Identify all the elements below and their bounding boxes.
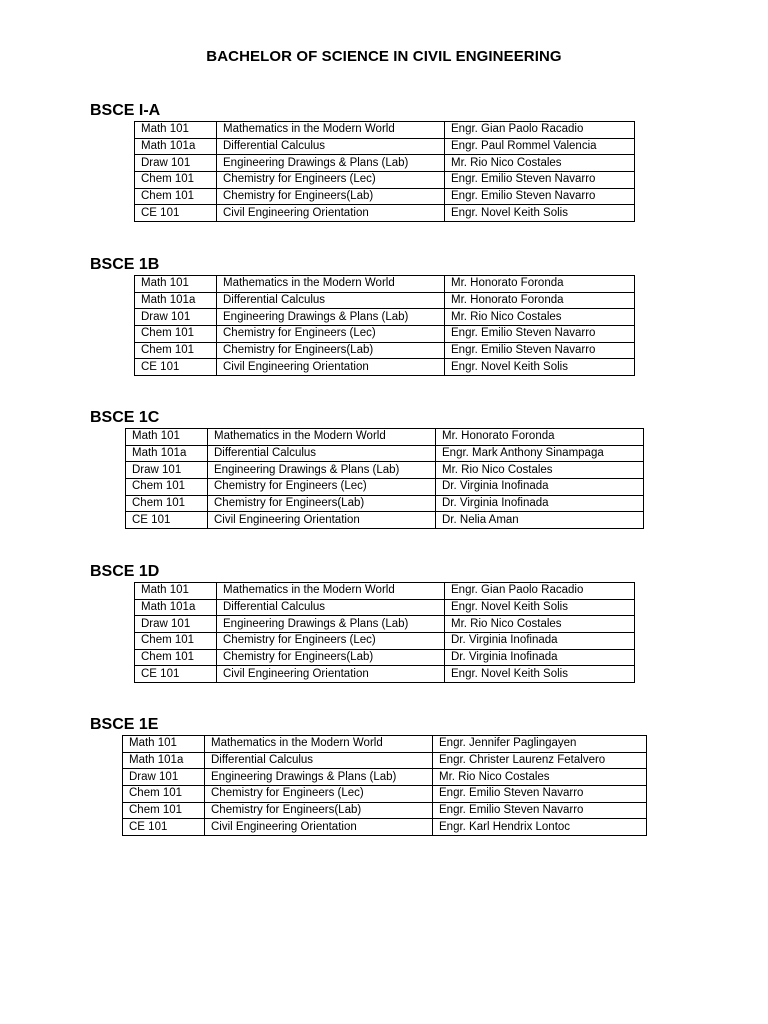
course-code: Chem 101 xyxy=(123,786,205,803)
instructor: Engr. Emilio Steven Navarro xyxy=(445,188,635,205)
table-row xyxy=(123,802,647,819)
instructor: Engr. Gian Paolo Racadio xyxy=(445,122,635,139)
table-row xyxy=(123,786,647,803)
course-title: Chemistry for Engineers(Lab) xyxy=(217,342,445,359)
instructor: Mr. Honorato Foronda xyxy=(445,276,635,293)
section-heading: BSCE 1D xyxy=(90,563,160,580)
table-row xyxy=(126,512,644,529)
course-code: Math 101 xyxy=(135,583,217,600)
table-row xyxy=(135,649,635,666)
instructor: Mr. Rio Nico Costales xyxy=(445,155,635,172)
course-title: Differential Calculus xyxy=(217,599,445,616)
course-title: Chemistry for Engineers(Lab) xyxy=(208,495,436,512)
instructor: Dr. Nelia Aman xyxy=(436,512,644,529)
table-row xyxy=(123,769,647,786)
course-code: CE 101 xyxy=(135,666,217,683)
instructor: Mr. Honorato Foronda xyxy=(445,292,635,309)
section-heading: BSCE 1B xyxy=(90,256,160,273)
instructor: Mr. Rio Nico Costales xyxy=(445,309,635,326)
table-row xyxy=(135,633,635,650)
course-title: Mathematics in the Modern World xyxy=(217,122,445,139)
instructor: Dr. Virginia Inofinada xyxy=(445,649,635,666)
course-title: Differential Calculus xyxy=(217,292,445,309)
course-code: Math 101 xyxy=(123,736,205,753)
instructor: Engr. Emilio Steven Navarro xyxy=(445,342,635,359)
instructor: Engr. Paul Rommel Valencia xyxy=(445,138,635,155)
instructor: Engr. Gian Paolo Racadio xyxy=(445,583,635,600)
course-code: Draw 101 xyxy=(135,616,217,633)
course-title: Engineering Drawings & Plans (Lab) xyxy=(217,155,445,172)
course-title: Differential Calculus xyxy=(217,138,445,155)
table-row xyxy=(123,752,647,769)
course-title: Mathematics in the Modern World xyxy=(217,583,445,600)
instructor: Engr. Novel Keith Solis xyxy=(445,666,635,683)
course-code: Math 101 xyxy=(135,276,217,293)
table-row xyxy=(135,172,635,189)
table-row xyxy=(135,122,635,139)
table-row xyxy=(135,666,635,683)
course-code: Chem 101 xyxy=(123,802,205,819)
instructor: Dr. Virginia Inofinada xyxy=(445,633,635,650)
instructor: Engr. Emilio Steven Navarro xyxy=(433,786,647,803)
course-title: Chemistry for Engineers(Lab) xyxy=(217,649,445,666)
course-title: Civil Engineering Orientation xyxy=(217,359,445,376)
course-title: Chemistry for Engineers (Lec) xyxy=(208,479,436,496)
course-code: Draw 101 xyxy=(135,155,217,172)
course-title: Mathematics in the Modern World xyxy=(205,736,433,753)
course-title: Engineering Drawings & Plans (Lab) xyxy=(205,769,433,786)
course-code: Chem 101 xyxy=(135,172,217,189)
course-code: CE 101 xyxy=(135,205,217,222)
table-row xyxy=(126,495,644,512)
course-title: Differential Calculus xyxy=(205,752,433,769)
course-code: Chem 101 xyxy=(126,479,208,496)
course-code: Chem 101 xyxy=(135,633,217,650)
course-title: Chemistry for Engineers (Lec) xyxy=(217,633,445,650)
table-row xyxy=(126,479,644,496)
course-code: Math 101a xyxy=(123,752,205,769)
course-code: Math 101a xyxy=(135,292,217,309)
course-code: CE 101 xyxy=(126,512,208,529)
instructor: Engr. Novel Keith Solis xyxy=(445,359,635,376)
table-row xyxy=(135,583,635,600)
instructor: Mr. Rio Nico Costales xyxy=(436,462,644,479)
course-code: Math 101 xyxy=(126,429,208,446)
section-heading: BSCE 1E xyxy=(90,716,159,733)
course-code: Math 101 xyxy=(135,122,217,139)
table-row xyxy=(135,188,635,205)
instructor: Mr. Rio Nico Costales xyxy=(445,616,635,633)
course-title: Engineering Drawings & Plans (Lab) xyxy=(217,309,445,326)
course-title: Civil Engineering Orientation xyxy=(217,205,445,222)
table-row xyxy=(135,292,635,309)
table-row xyxy=(123,736,647,753)
table-row xyxy=(135,599,635,616)
course-title: Engineering Drawings & Plans (Lab) xyxy=(208,462,436,479)
course-code: Chem 101 xyxy=(135,188,217,205)
page-title: BACHELOR OF SCIENCE IN CIVIL ENGINEERING xyxy=(206,48,562,65)
table-row xyxy=(135,359,635,376)
course-code: Draw 101 xyxy=(135,309,217,326)
schedule-table xyxy=(125,428,644,529)
course-code: Draw 101 xyxy=(123,769,205,786)
course-code: Chem 101 xyxy=(126,495,208,512)
course-code: Math 101a xyxy=(126,445,208,462)
instructor: Engr. Karl Hendrix Lontoc xyxy=(433,819,647,836)
course-title: Chemistry for Engineers (Lec) xyxy=(217,326,445,343)
course-title: Chemistry for Engineers (Lec) xyxy=(205,786,433,803)
course-code: Draw 101 xyxy=(126,462,208,479)
course-title: Chemistry for Engineers(Lab) xyxy=(217,188,445,205)
section-heading: BSCE I-A xyxy=(90,102,161,119)
course-code: CE 101 xyxy=(135,359,217,376)
instructor: Engr. Emilio Steven Navarro xyxy=(445,172,635,189)
instructor: Mr. Rio Nico Costales xyxy=(433,769,647,786)
table-row xyxy=(135,205,635,222)
course-code: Math 101a xyxy=(135,138,217,155)
instructor: Dr. Virginia Inofinada xyxy=(436,495,644,512)
instructor: Dr. Virginia Inofinada xyxy=(436,479,644,496)
table-row xyxy=(135,276,635,293)
course-title: Chemistry for Engineers(Lab) xyxy=(205,802,433,819)
table-row xyxy=(135,138,635,155)
course-code: Chem 101 xyxy=(135,649,217,666)
table-row xyxy=(135,342,635,359)
course-code: Chem 101 xyxy=(135,342,217,359)
instructor: Engr. Jennifer Paglingayen xyxy=(433,736,647,753)
instructor: Engr. Emilio Steven Navarro xyxy=(445,326,635,343)
instructor: Engr. Christer Laurenz Fetalvero xyxy=(433,752,647,769)
section-heading: BSCE 1C xyxy=(90,409,160,426)
course-title: Chemistry for Engineers (Lec) xyxy=(217,172,445,189)
course-title: Civil Engineering Orientation xyxy=(217,666,445,683)
course-title: Mathematics in the Modern World xyxy=(217,276,445,293)
table-row xyxy=(123,819,647,836)
instructor: Mr. Honorato Foronda xyxy=(436,429,644,446)
table-row xyxy=(126,462,644,479)
schedule-table xyxy=(134,121,635,222)
table-row xyxy=(126,445,644,462)
table-row xyxy=(135,326,635,343)
course-code: CE 101 xyxy=(123,819,205,836)
table-row xyxy=(135,616,635,633)
course-title: Mathematics in the Modern World xyxy=(208,429,436,446)
course-title: Engineering Drawings & Plans (Lab) xyxy=(217,616,445,633)
instructor: Engr. Emilio Steven Navarro xyxy=(433,802,647,819)
instructor: Engr. Mark Anthony Sinampaga xyxy=(436,445,644,462)
instructor: Engr. Novel Keith Solis xyxy=(445,599,635,616)
table-row xyxy=(135,155,635,172)
schedule-table xyxy=(134,582,635,683)
table-row xyxy=(135,309,635,326)
course-code: Math 101a xyxy=(135,599,217,616)
schedule-table xyxy=(134,275,635,376)
course-title: Differential Calculus xyxy=(208,445,436,462)
course-title: Civil Engineering Orientation xyxy=(205,819,433,836)
course-title: Civil Engineering Orientation xyxy=(208,512,436,529)
schedule-table xyxy=(122,735,647,836)
table-row xyxy=(126,429,644,446)
course-code: Chem 101 xyxy=(135,326,217,343)
instructor: Engr. Novel Keith Solis xyxy=(445,205,635,222)
